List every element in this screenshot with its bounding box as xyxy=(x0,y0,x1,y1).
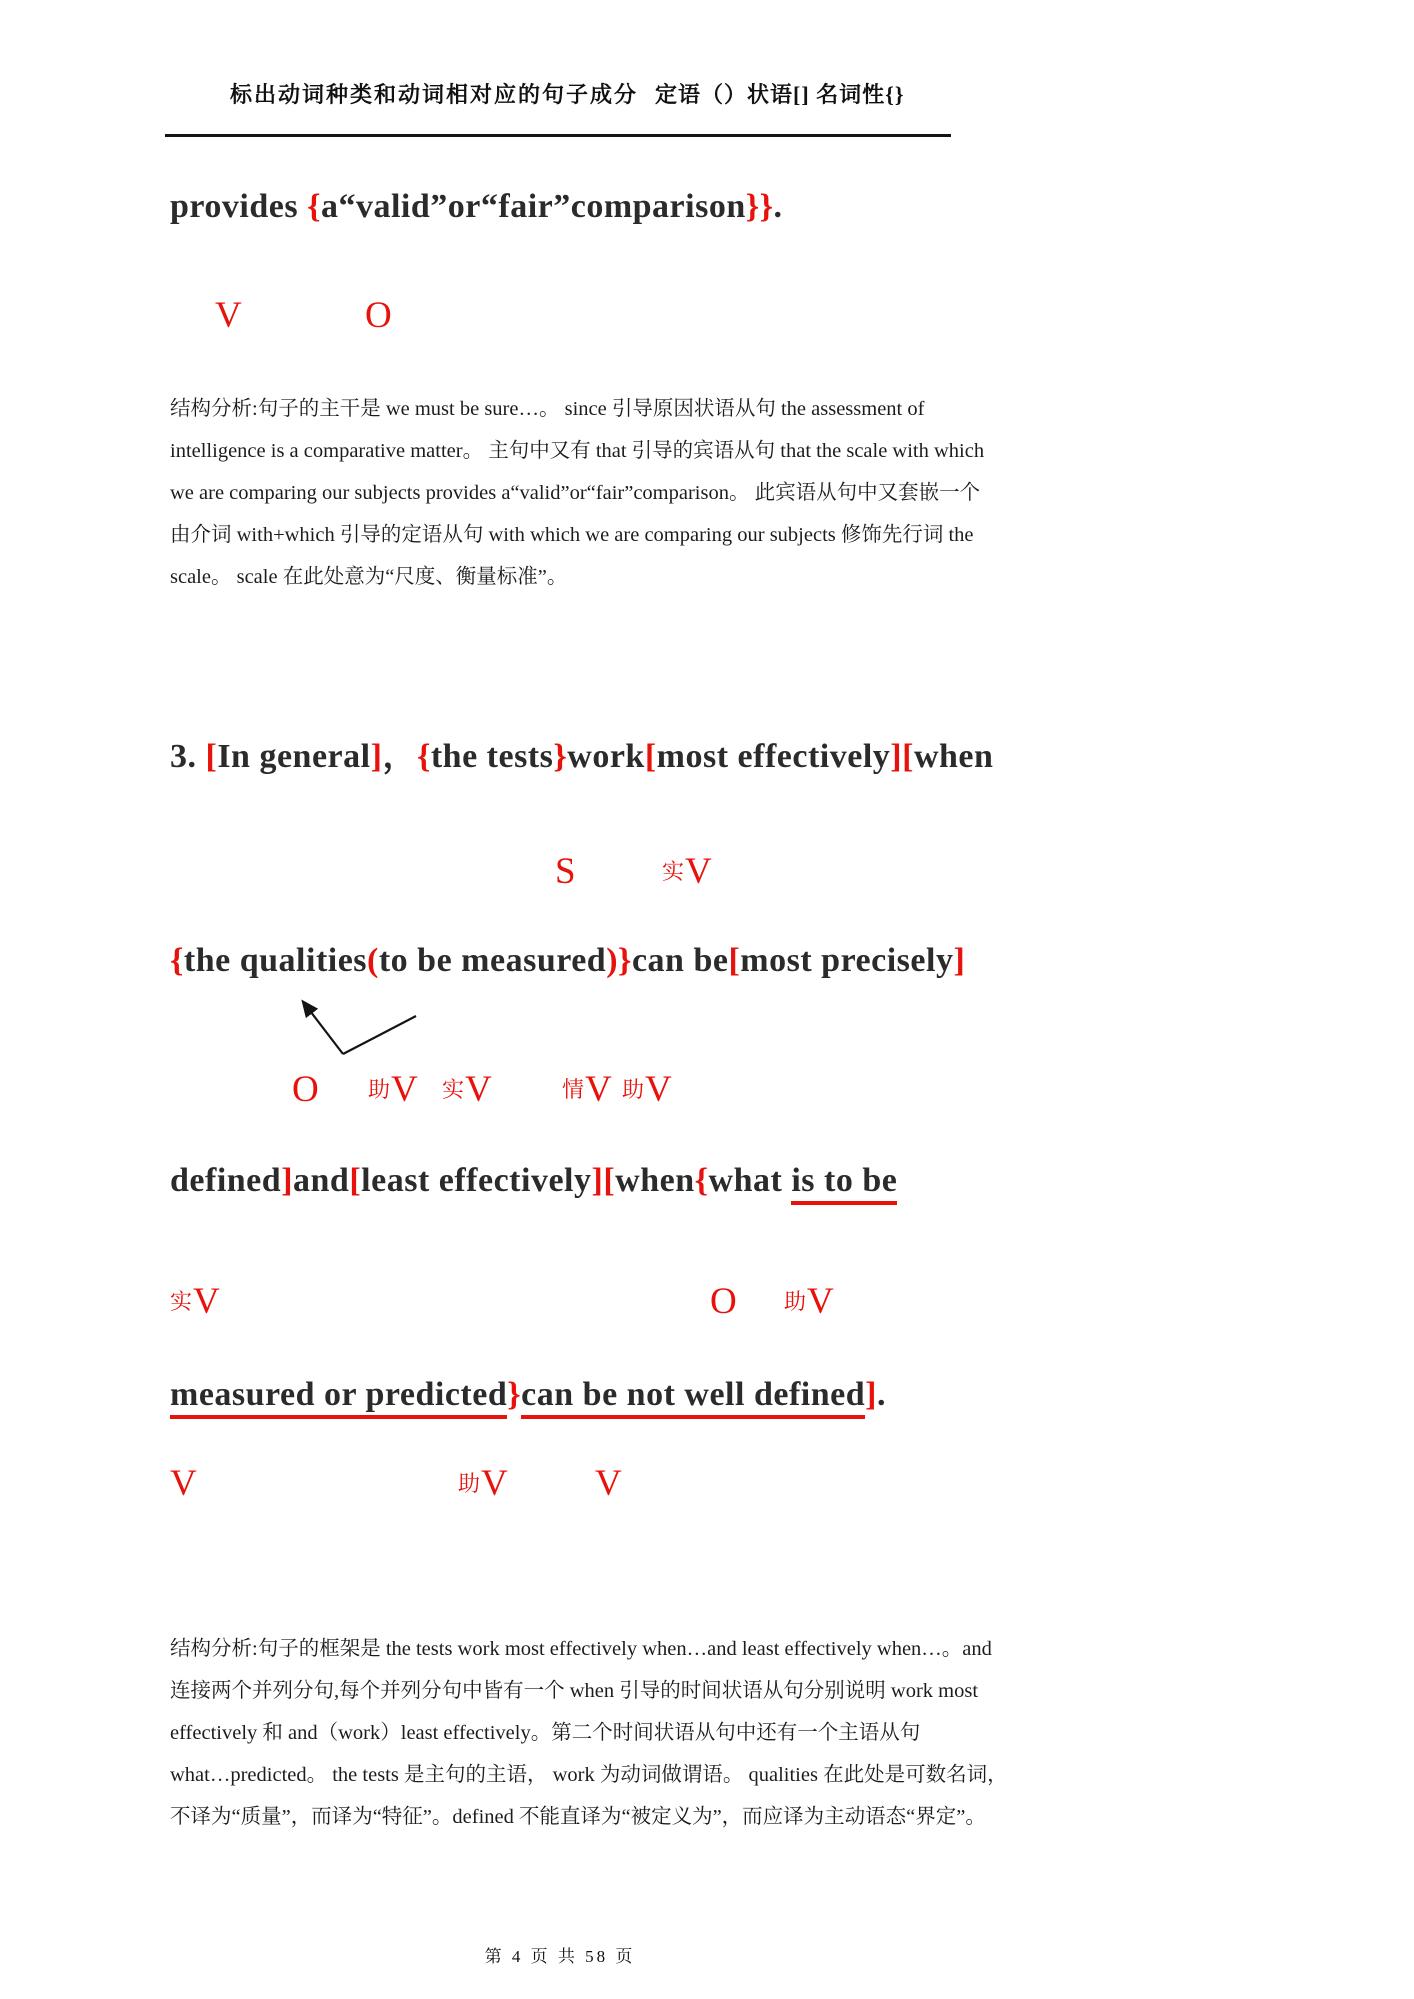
sentence-segment: the qualities xyxy=(183,942,368,979)
sentence-segment: { xyxy=(170,942,184,979)
sentence-segment: } xyxy=(553,738,568,775)
sentence-segment: } xyxy=(507,1376,522,1413)
grammar-label: 助V xyxy=(622,1069,672,1110)
sentence3-labels-row4 xyxy=(170,1462,970,1514)
analysis-line: 不译为“质量”，而译为“特征”。defined 不能直译为“被定义为”，而应译为主动语态“界定”。 xyxy=(170,1806,986,1828)
grammar-label: O xyxy=(292,1069,319,1110)
sentence-segment: most precisely xyxy=(740,942,954,979)
grammar-label: S xyxy=(555,851,576,892)
sentence-segment: ] xyxy=(370,738,383,775)
analysis-line: 结构分析:句子的框架是 the tests work most effectively when…and least effectively when…。and xyxy=(170,1638,992,1660)
sentence-segment: In general xyxy=(217,738,371,775)
sentence-segment: least effectively xyxy=(361,1162,592,1199)
sentence3-labels-row3 xyxy=(170,1280,970,1332)
sentence2-analysis xyxy=(170,388,985,598)
analysis-line: 连接两个并列分句,每个并列分句中皆有一个 when 引导的时间状语从句分别说明 work most xyxy=(170,1680,979,1702)
analysis-line: we are comparing our subjects provides a“valid”or“fair”comparison。 此宾语从句中又套嵌一个 xyxy=(170,482,981,504)
sentence-segment: can be xyxy=(631,942,729,979)
sentence2-heading xyxy=(170,188,970,226)
sentence-segment: [ xyxy=(349,1162,362,1199)
analysis-line: 由介词 with+which 引导的定语从句 with which we are comparing our subjects 修饰先行词 the xyxy=(170,524,974,546)
grammar-label: V xyxy=(170,1463,197,1504)
sentence3-heading-line3 xyxy=(170,1162,970,1200)
sentence2-grammar-labels xyxy=(170,294,970,346)
sentence-segment: [ xyxy=(728,942,741,979)
sentence-segment: and xyxy=(293,1162,350,1199)
sentence-segment: ] xyxy=(865,1376,877,1413)
sentence-segment: }} xyxy=(745,188,774,225)
analysis-line: scale。 scale 在此处意为“尺度、衡量标准”。 xyxy=(170,566,568,588)
sentence-segment: measured or predicted xyxy=(170,1376,507,1419)
sentence-segment: )} xyxy=(606,942,632,979)
grammar-label: 助V xyxy=(368,1069,418,1110)
sentence-segment: most effectively xyxy=(656,738,891,775)
sentence-segment: ( xyxy=(367,942,379,979)
sentence3-heading-line4 xyxy=(170,1376,970,1414)
sentence-segment: ， xyxy=(382,738,417,775)
grammar-label: 助V xyxy=(784,1281,834,1322)
sentence-segment: is to be xyxy=(791,1162,897,1205)
sentence-segment: ] xyxy=(281,1162,294,1199)
sentence-segment: defined xyxy=(170,1162,282,1199)
analysis-line: 结构分析:句子的主干是 we must be sure…。 since 引导原因状语从句 the assessment of xyxy=(170,398,925,420)
sentence-segment: provides xyxy=(170,188,308,225)
grammar-label: 实V xyxy=(170,1281,220,1322)
grammar-label: O xyxy=(710,1281,737,1322)
sentence-segment: { xyxy=(416,738,431,775)
sentence-segment: { xyxy=(307,188,321,225)
page-number: 第 4 页 共 58 页 xyxy=(484,1947,636,1966)
sentence-segment: when xyxy=(913,738,994,775)
sentence-segment: . xyxy=(773,188,783,225)
grammar-label: V xyxy=(595,1463,622,1504)
grammar-label: 实V xyxy=(662,851,712,892)
sentence-segment: can be not well defined xyxy=(521,1376,865,1419)
sentence3-analysis xyxy=(170,1628,1008,1838)
grammar-label: 助V xyxy=(458,1463,508,1504)
sentence-segment: the tests xyxy=(430,738,554,775)
sentence-segment: [ xyxy=(644,738,657,775)
header-rule xyxy=(165,134,951,137)
sentence-segment: a“valid”or“fair”comparison xyxy=(320,188,746,225)
sentence-segment: when xyxy=(615,1162,695,1199)
sentence-segment: 3. xyxy=(170,738,206,775)
sentence-segment: . xyxy=(876,1376,886,1413)
grammar-label: V xyxy=(215,295,242,336)
analysis-line: effectively 和 and（work）least effectively。第二个时间状语从句中还有一个主语从句 xyxy=(170,1722,921,1744)
qualities-pointer-arrow xyxy=(286,994,456,1066)
sentence-segment: what xyxy=(708,1162,792,1199)
analysis-line: what…predicted。 the tests 是主句的主语， work 为动词做谓语。 qualities 在此处是可数名词， xyxy=(170,1764,1008,1786)
sentence-segment: ] xyxy=(953,942,966,979)
sentence-segment: [ xyxy=(205,738,218,775)
grammar-label: O xyxy=(365,295,392,336)
sentence3-heading-line1 xyxy=(170,728,994,777)
analysis-line: intelligence is a comparative matter。 主句中又有 that 引导的宾语从句 that the scale with which xyxy=(170,440,985,462)
sentence-segment: work xyxy=(567,738,645,775)
header-instruction: 标出动词种类和动词相对应的句子成分 xyxy=(230,82,639,107)
grammar-label: 情V xyxy=(562,1069,612,1110)
sentence3-heading-line2 xyxy=(170,942,970,980)
sentence3-labels-row1 xyxy=(170,850,970,902)
sentence-segment: ][ xyxy=(890,738,914,775)
sentence-segment: { xyxy=(694,1162,709,1199)
grammar-label: 实V xyxy=(442,1069,492,1110)
sentence3-labels-row2 xyxy=(170,1068,970,1120)
header-legend: 定语（）状语[] 名词性{} xyxy=(655,82,905,107)
sentence-segment: ][ xyxy=(591,1162,616,1199)
sentence-segment: to be measured xyxy=(378,942,607,979)
